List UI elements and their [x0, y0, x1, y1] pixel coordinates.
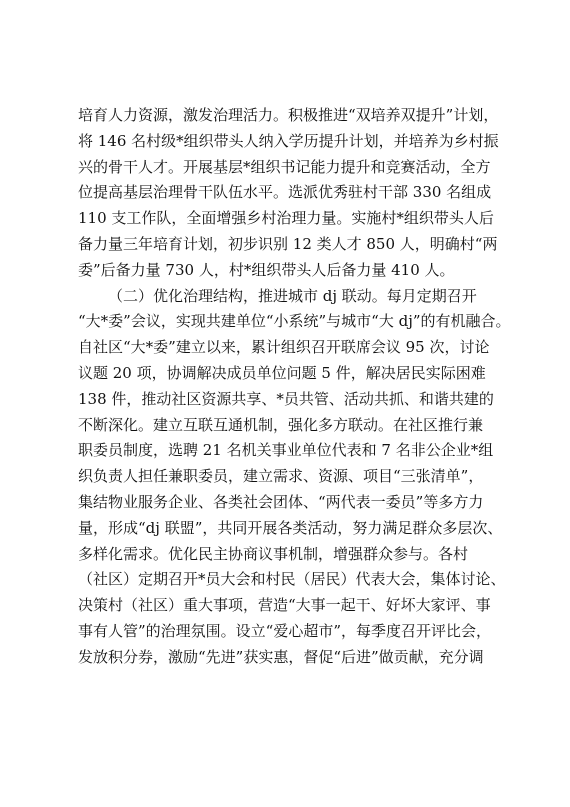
text-line: 110 支工作队，全面增强乡村治理力量。实施村*组织带头人后 — [78, 209, 494, 228]
text-line: 位提高基层治理骨干队伍水平。选派优秀驻村干部 330 名组成 — [78, 183, 492, 202]
text-line: 兴的骨干人才。开展基层*组织书记能力提升和竞赛活动，全方 — [78, 157, 491, 176]
text-line: 职委员制度，选聘 21 名机关事业单位代表和 7 名非公企业*组 — [78, 441, 494, 460]
text-line: 议题 20 项，协调解决成员单位问题 5 件，解决居民实际困难 — [78, 363, 486, 382]
text-line: （社区）定期召开*员大会和村民（居民）代表大会，集体讨论、 — [78, 570, 506, 589]
text-line: 织负责人担任兼职委员，建立需求、资源、项目“三张清单”， — [78, 467, 484, 486]
text-line: 培育人力资源，激发治理活力。积极推进“双培养双提升”计划， — [78, 106, 499, 124]
text-line: 决策村（社区）重大事项，营造“大事一起干、好坏大家评、事 — [78, 596, 491, 615]
section-heading-line: （二）优化治理结构，推进城市 dj 联动。每月定期召开 — [108, 286, 477, 305]
text-line: 将 146 名村级*组织带头人纳入学历提升计划，并培养为乡村振 — [78, 131, 499, 150]
text-line: 量，形成“dj 联盟”，共同开展各类活动，努力满足群众多层次、 — [78, 518, 503, 537]
text-line: 发放积分券，激励“先进”获实惠，督促“后进”做贡献，充分调 — [78, 647, 484, 666]
text-line: 备力量三年培育计划，初步识别 12 类人才 850 人，明确村“两 — [78, 234, 498, 253]
text-line: 集结物业服务企业、各类社会团体、“两代表一委员”等多方力 — [78, 492, 484, 511]
text-line: 不断深化。建立互联互通机制，强化多方联动。在社区推行兼 — [78, 415, 484, 434]
text-line: 138 件，推动社区资源共享、*员共管、活动共抓、和谐共建的 — [78, 389, 494, 408]
text-line: 自社区“大*委”建立以来，累计组织召开联席会议 95 次，讨论 — [78, 338, 490, 357]
text-line: 委”后备力量 730 人，村*组织带头人后备力量 410 人。 — [78, 260, 455, 279]
document-body — [78, 103, 511, 671]
text-line: “大*委”会议，实现共建单位“小系统”与城市“大 dj”的有机融合。 — [78, 312, 511, 331]
text-line: 多样化需求。优化民主协商议事机制，增强群众参与。各村 — [78, 544, 469, 563]
text-line: 事有人管”的治理氛围。设立“爱心超市”，每季度召开评比会， — [78, 621, 492, 640]
